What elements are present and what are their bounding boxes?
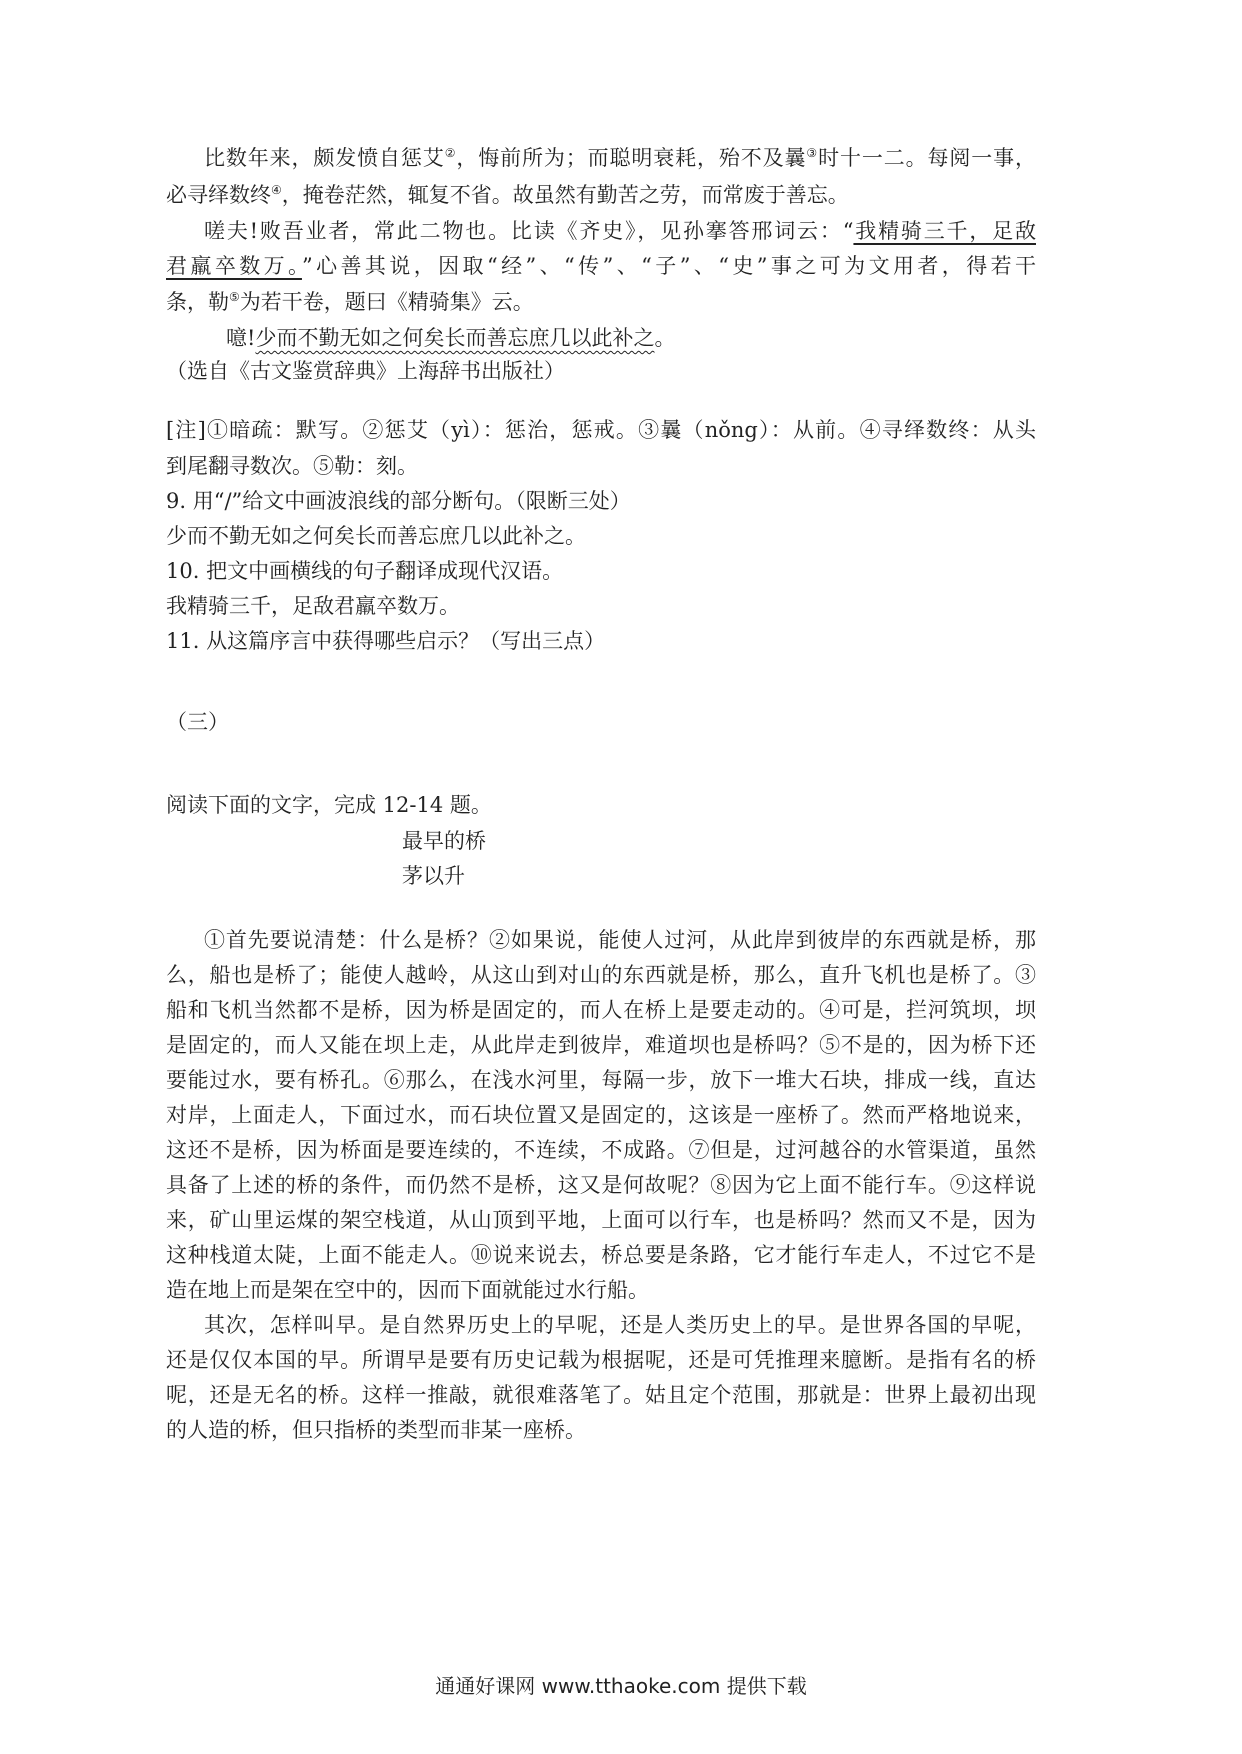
classical-p1-line1: 比数年来，颇发愤自惩艾②，悔前所为；而聪明衰耗，殆不及曩③时十一二。每阅一事， — [204, 146, 1036, 170]
article-p1-line: 么，船也是桥了；能使人越岭，从这山到对山的东西就是桥，那么，直升飞机也是桥了。③ — [166, 963, 1036, 987]
article-p1-line: ①首先要说清楚：什么是桥？②如果说，能使人过河，从此岸到彼岸的东西就是桥，那 — [204, 928, 1036, 952]
article-p1-line: 要能过水，要有桥孔。⑥那么，在浅水河里，每隔一步，放下一堆大石块，排成一线，直达 — [166, 1068, 1036, 1092]
article-p1-line: 船和飞机当然都不是桥，因为桥是固定的，而人在桥上是要走动的。④可是，拦河筑坝，坝 — [166, 998, 1036, 1022]
article-p2-line: 的人造的桥，但只指桥的类型而非某一座桥。 — [166, 1418, 586, 1442]
article-title: 最早的桥 — [402, 829, 486, 853]
underlined-sentence-part2: 君羸卒数万。 — [166, 254, 302, 278]
article-p1-line: 这还不是桥，因为桥面是要连续的，不连续，不成路。⑦但是，过河越谷的水管渠道，虽然 — [166, 1138, 1036, 1162]
section-label: （三） — [166, 710, 229, 734]
classical-p2-line3: 条，勒⑤为若干卷，题曰《精骑集》云。 — [166, 290, 534, 314]
article-p2-line: 呢，还是无名的桥。这样一推敲，就很难落笔了。姑且定个范围，那就是：世界上最初出现 — [166, 1383, 1036, 1407]
notes-line2: 到尾翻寻数次。⑤勒：刻。 — [166, 454, 418, 478]
section-instruction: 阅读下面的文字，完成 12-14 题。 — [166, 793, 492, 817]
article-p1-line: 对岸，上面走人，下面过水，而石块位置又是固定的，这该是一座桥了。然而严格地说来， — [166, 1103, 1036, 1127]
article-p1-line: 这种栈道太陡，上面不能走人。⑩说来说去，桥总要是条路，它才能行车走人，不过它不是 — [166, 1243, 1036, 1267]
page-footer: 通通好课网 www.tthaoke.com 提供下载 — [435, 1674, 807, 1698]
article-p2-line: 其次，怎样叫早。是自然界历史上的早呢，还是人类历史上的早。是世界各国的早呢， — [204, 1313, 1036, 1337]
classical-p3: 噫!少而不勤无如之何矣长而善忘庶几以此补之。 — [226, 326, 676, 350]
question-10-text: 我精骑三千，足敌君羸卒数万。 — [166, 594, 460, 618]
article-p1-line: 具备了上述的桥的条件，而仍然不是桥，这又是何故呢？⑧因为它上面不能行车。⑨这样说 — [166, 1173, 1036, 1197]
source-citation: （选自《古文鉴赏辞典》上海辞书出版社） — [166, 359, 565, 383]
article-author: 茅以升 — [402, 864, 465, 888]
classical-p1-line2: 必寻绎数终④，掩卷茫然，辄复不省。故虽然有勤苦之劳，而常废于善忘。 — [166, 183, 849, 207]
question-11: 11. 从这篇序言中获得哪些启示？（写出三点） — [166, 629, 606, 653]
wavy-underlined-sentence: 少而不勤无如之何矣长而善忘庶几以此补之 — [255, 326, 655, 350]
notes-line1: [注]①暗疏：默写。②惩艾（yì）：惩治，惩戒。③曩（nǒng）：从前。④寻绎数终：从头 — [166, 418, 1036, 442]
question-10: 10. 把文中画横线的句子翻译成现代汉语。 — [166, 559, 564, 583]
article-p1-line: 是固定的，而人又能在坝上走，从此岸走到彼岸，难道坝也是桥吗？⑤不是的，因为桥下还 — [166, 1033, 1036, 1057]
article-p1-line: 造在地上而是架在空中的，因而下面就能过水行船。 — [166, 1278, 649, 1302]
question-9: 9. 用“/”给文中画波浪线的部分断句。（限断三处） — [166, 489, 631, 513]
article-p1-line: 来，矿山里运煤的架空栈道，从山顶到平地，上面可以行车，也是桥吗？然而又不是，因为 — [166, 1208, 1036, 1232]
classical-p2-line1: 嗟夫!败吾业者，常此二物也。比读《齐史》，见孙搴答邢词云：“我精骑三千，足敌 — [204, 219, 1036, 243]
classical-p2-line2: 君羸卒数万。”心善其说，因取“经”、“传”、“子”、“史”事之可为文用者，得若干 — [166, 254, 1037, 278]
question-9-text: 少而不勤无如之何矣长而善忘庶几以此补之。 — [166, 524, 586, 548]
underlined-sentence-part1: 我精骑三千，足敌 — [853, 219, 1036, 243]
article-p2-line: 还是仅仅本国的早。所谓早是要有历史记载为根据呢，还是可凭推理来臆断。是指有名的桥 — [166, 1348, 1036, 1372]
